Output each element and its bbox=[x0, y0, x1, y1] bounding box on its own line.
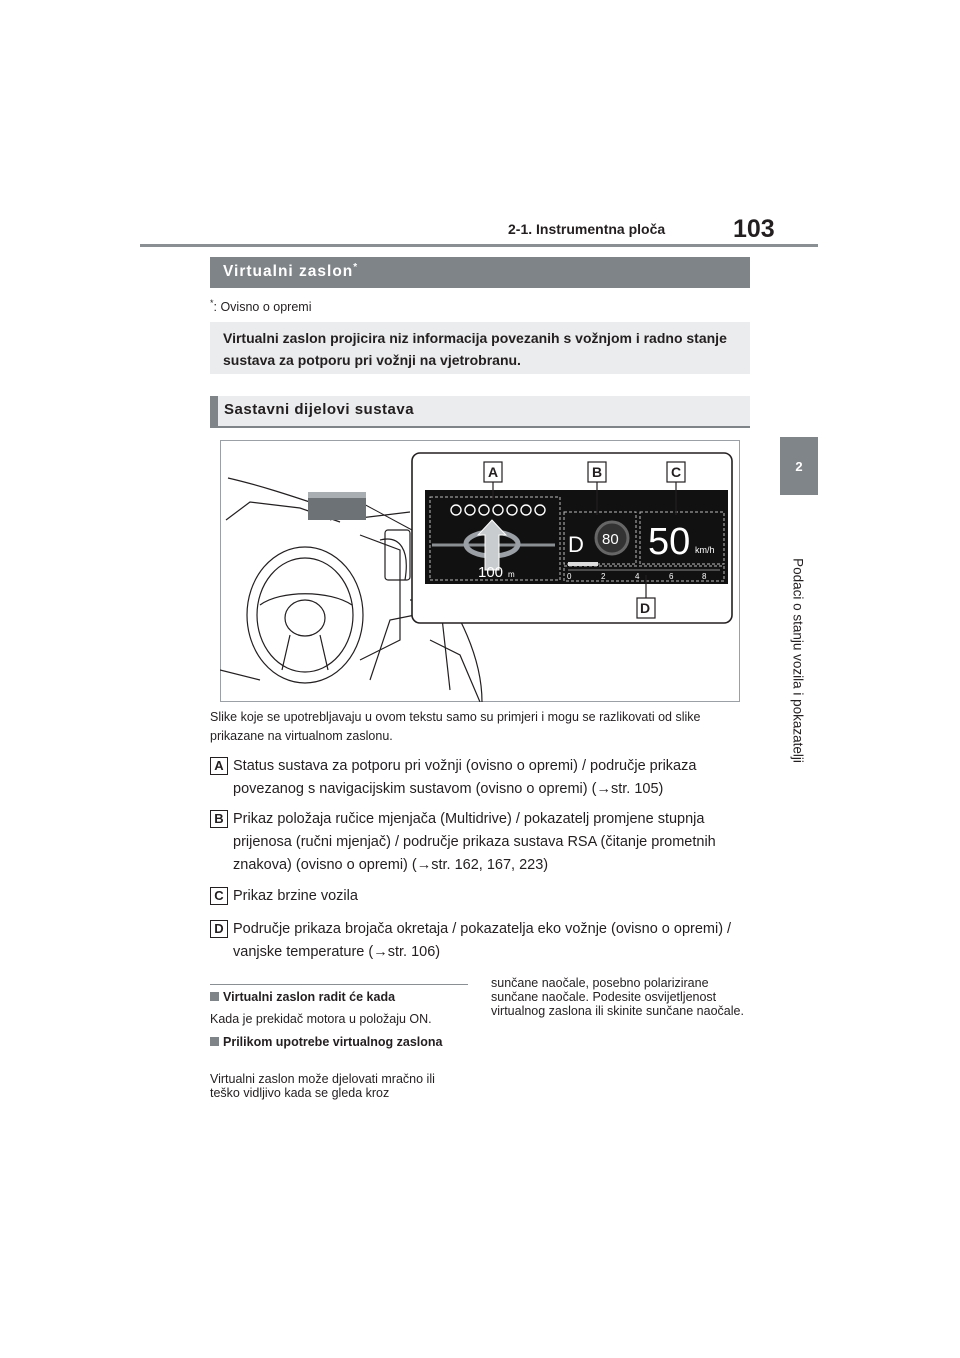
footnote-text: : Ovisno o opremi bbox=[213, 300, 312, 315]
legend-badge: A bbox=[210, 757, 228, 775]
legend-text: Područje prikaza brojača okretaja / pokazatelja eko vožnje (ovisno o opremi) / vanjske temperature (→str. 106) bbox=[233, 921, 732, 960]
note-body: Kada je prekidač motora u položaju ON. bbox=[210, 1012, 432, 1026]
note-heading bbox=[210, 1035, 468, 1049]
tach-tick-4: 4 bbox=[635, 572, 640, 581]
note-body: Virtualni zaslon može djelovati mračno ili teško vidljivo kada se gleda kroz bbox=[210, 1072, 435, 1100]
legend-badge: C bbox=[210, 887, 228, 905]
subheading-bar bbox=[210, 396, 750, 426]
callout-a: A bbox=[488, 464, 499, 480]
tach-tick-0: 0 bbox=[567, 572, 572, 581]
legend-text: Prikaz položaja ručice mjenjača (Multidrive) / pokazatelj promjene stupnja prijenosa (ručni mjenjač) / područje prikaza sustava RSA (čitanje prometnih znakova) (ovisno o opremi) (→str. 162, 167, 223) bbox=[233, 811, 716, 873]
speed-limit-sign: 80 bbox=[602, 531, 619, 548]
tach-tick-6: 6 bbox=[669, 572, 674, 581]
notes-rule bbox=[210, 984, 468, 985]
callout-c: C bbox=[671, 464, 682, 480]
note-body-continued: sunčane naočale, posebno polarizirane sunčane naočale. Podesite osvijetljenost virtualnog zaslona ili skinite sunčane naočale. bbox=[491, 976, 744, 1018]
figure-caption: Slike koje se upotrebljavaju u ovom tekstu samo su primjeri i mogu se razlikovati od slike prikazane na virtualnom zaslonu. bbox=[210, 710, 701, 743]
tach-tick-2: 2 bbox=[601, 572, 606, 581]
footnote bbox=[210, 298, 311, 314]
subheading-rule bbox=[210, 426, 750, 428]
page-number: 103 bbox=[733, 215, 775, 243]
gear-indicator: D bbox=[568, 532, 584, 557]
chapter-title-text: Podaci o stanju vozila i pokazatelji bbox=[790, 558, 806, 763]
square-bullet-icon bbox=[210, 1037, 219, 1046]
nav-distance-unit: m bbox=[508, 570, 515, 579]
tach-tick-8: 8 bbox=[702, 572, 707, 581]
chapter-number: 2 bbox=[795, 459, 803, 474]
page-title bbox=[223, 262, 358, 281]
subheading-accent bbox=[210, 396, 218, 426]
note-heading-text: Prilikom upotrebe virtualnog zaslona bbox=[223, 1035, 443, 1049]
note-heading-text: Virtualni zaslon radit će kada bbox=[223, 990, 396, 1004]
vehicle-speed: 50 bbox=[648, 521, 691, 563]
note-heading bbox=[210, 990, 468, 1004]
virtual-display-illustration bbox=[220, 440, 740, 702]
chapter-title bbox=[783, 505, 813, 825]
callout-b: B bbox=[592, 464, 603, 480]
footnote-marker: * bbox=[210, 298, 214, 308]
square-bullet-icon bbox=[210, 992, 219, 1001]
speed-unit: km/h bbox=[695, 545, 715, 555]
intro-box bbox=[210, 322, 750, 374]
page-title-marker: * bbox=[353, 262, 359, 273]
legend-text: Status sustava za potporu pri vožnji (ovisno o opremi) / područje prikaza povezanog s navigacijskim sustavom (ovisno o opremi) (→str. 105) bbox=[233, 758, 697, 797]
legend-badge: B bbox=[210, 810, 228, 828]
subheading: Sastavni dijelovi sustava bbox=[224, 401, 415, 418]
callout-d: D bbox=[640, 600, 651, 616]
chapter-tab bbox=[780, 437, 818, 495]
header-rule bbox=[140, 244, 818, 247]
page-title-text: Virtualni zaslon bbox=[223, 263, 354, 281]
page-title-bar bbox=[210, 257, 750, 288]
legend-badge: D bbox=[210, 920, 228, 938]
legend-text: Prikaz brzine vozila bbox=[233, 888, 358, 904]
nav-distance: 100 bbox=[478, 564, 504, 581]
section-title: 2-1. Instrumentna ploča bbox=[508, 221, 666, 237]
intro-text: Virtualni zaslon projicira niz informacija povezanih s vožnjom i radno stanje sustava za potporu pri vožnji na vjetrobranu. bbox=[223, 330, 727, 368]
